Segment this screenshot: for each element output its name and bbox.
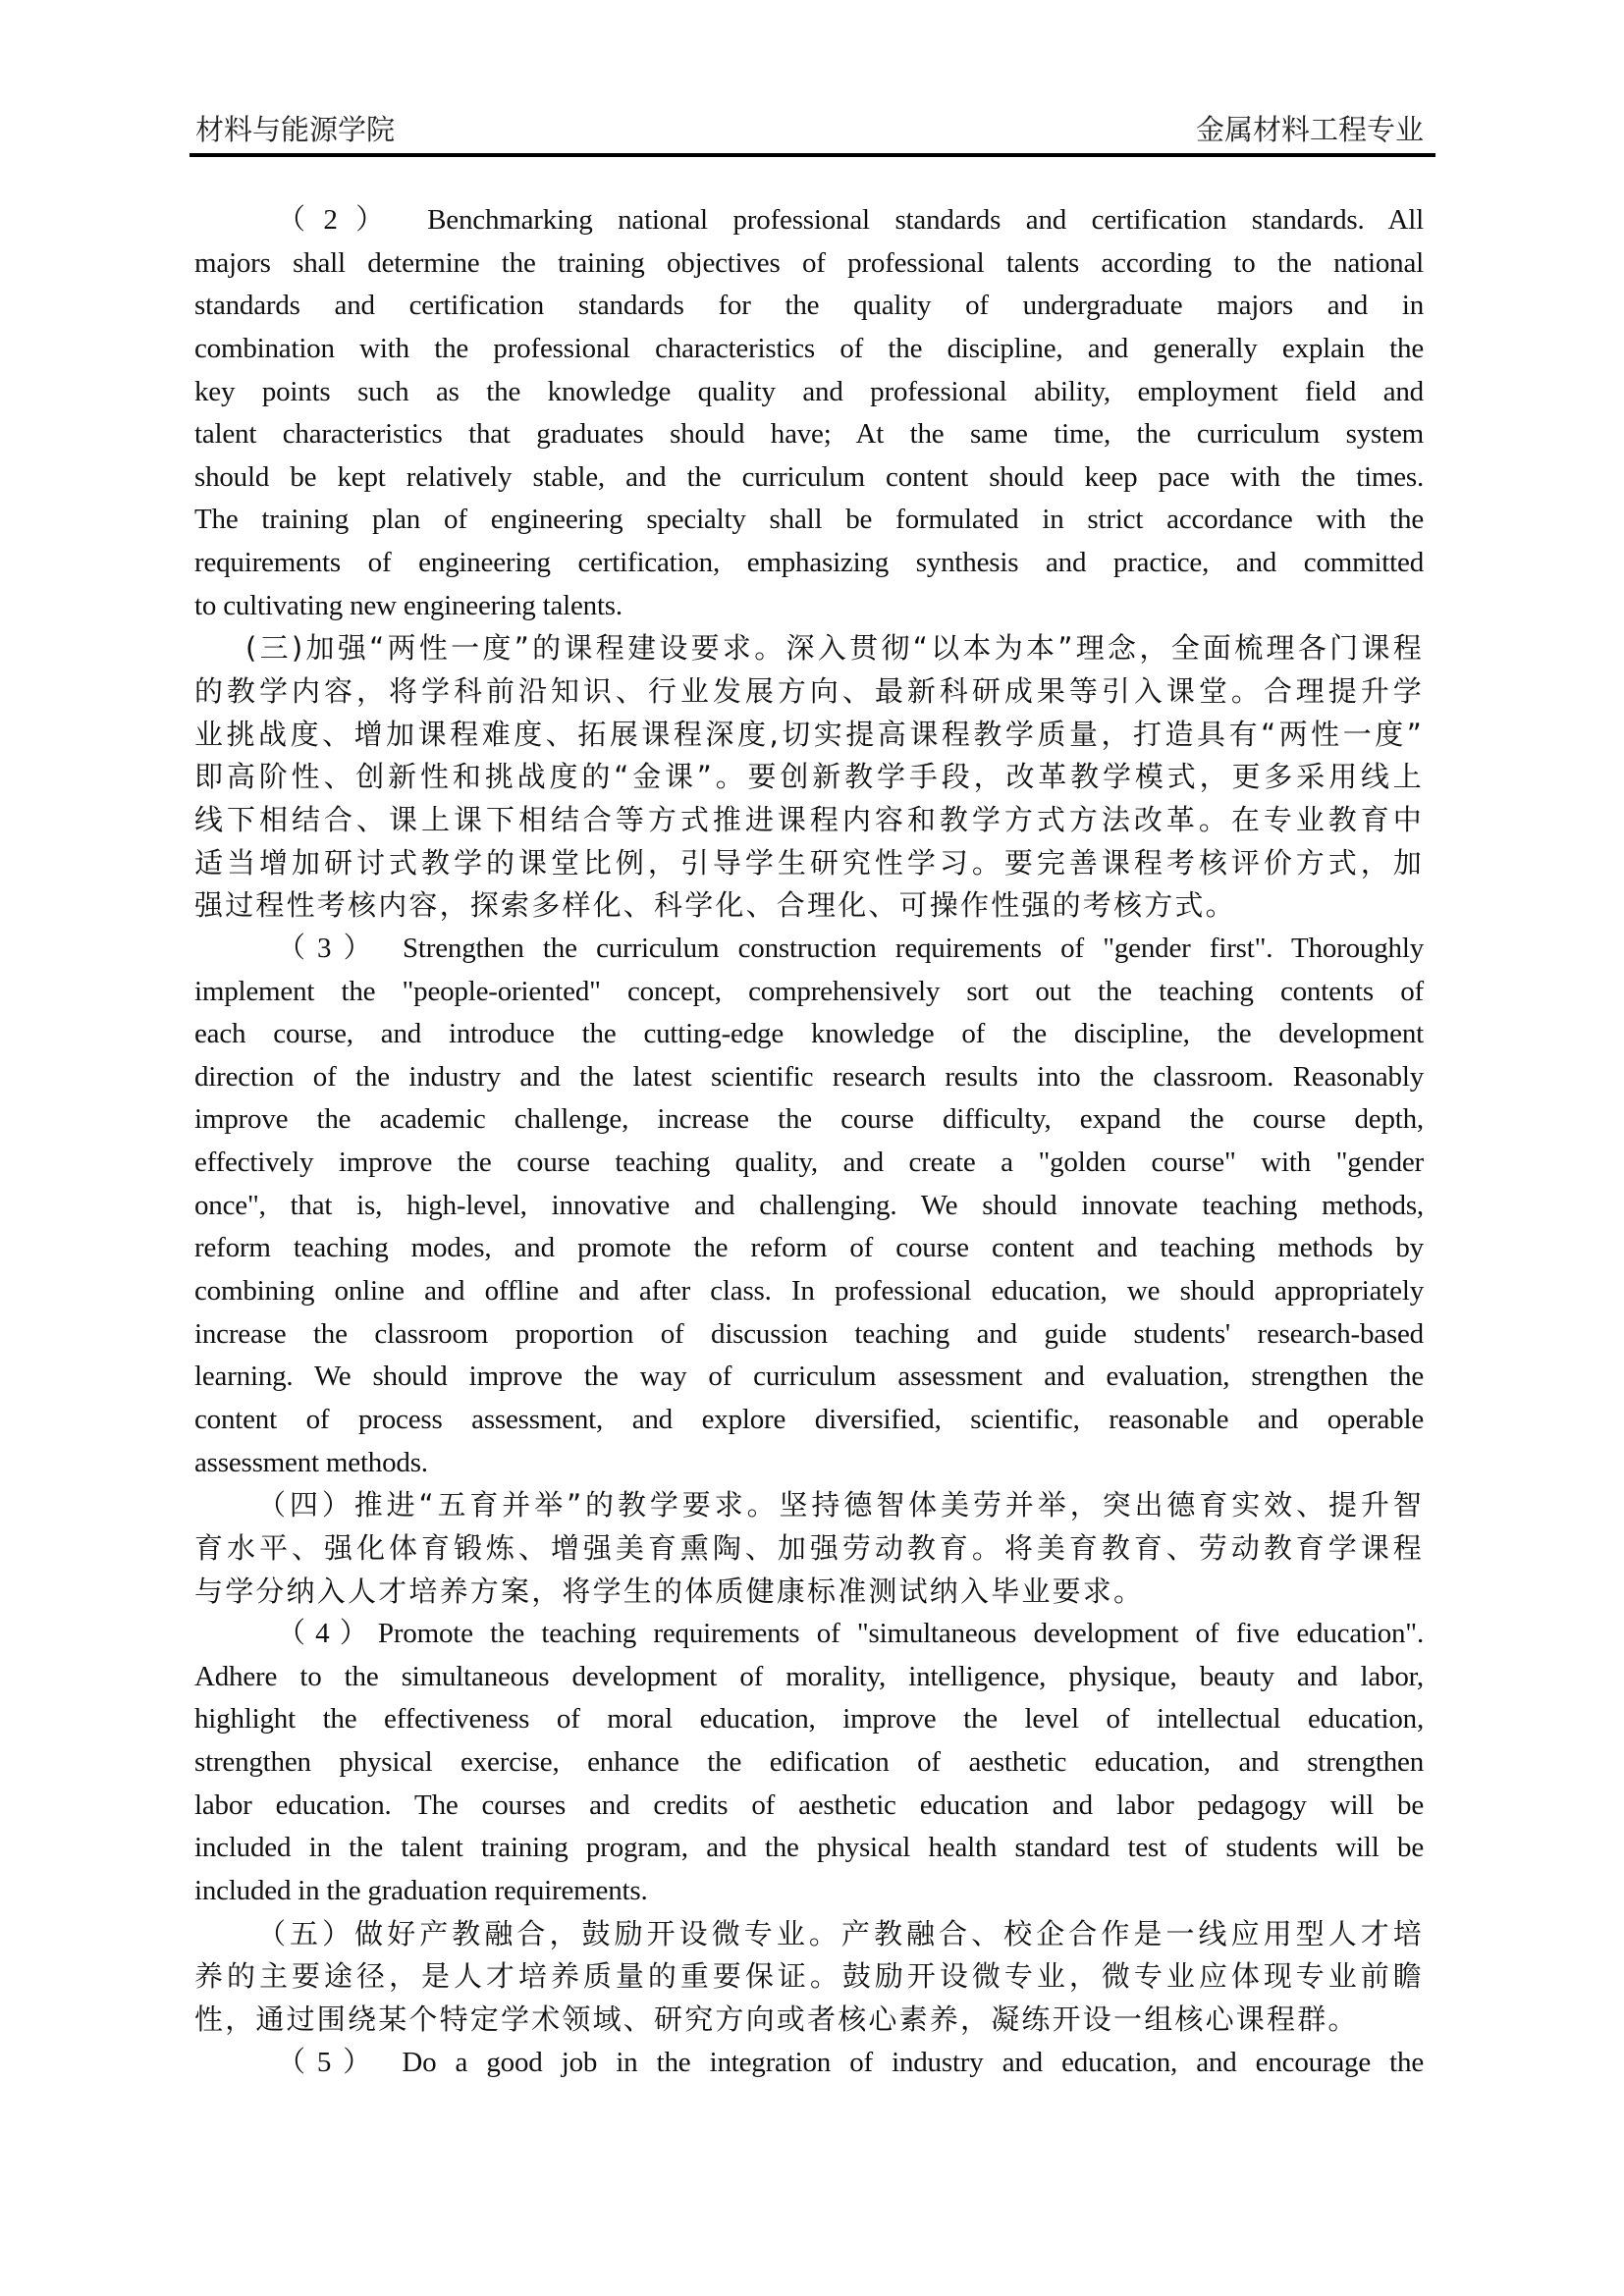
text-line: 强过程性考核内容，探索多样化、科学化、合理化、可操作性强的考核方式。 bbox=[194, 888, 1236, 923]
text-line: Adhere to the simultaneous development of morality, intelligence, physique, beauty and labor, bbox=[194, 1660, 1424, 1692]
text-line: highlight the effectiveness of moral education, improve the level of intellectual education, bbox=[194, 1703, 1424, 1735]
text-line: effectively improve the course teaching quality, and create a "golden course" with "gender bbox=[194, 1147, 1424, 1179]
text-line: majors shall determine the training objectives of professional talents according to the national bbox=[194, 246, 1424, 279]
paragraph-para-2-en bbox=[194, 199, 1424, 627]
paragraph-para-4-en bbox=[194, 1613, 1424, 1912]
text-line: （4）Promote the teaching requirements of "simultaneous development of five education". bbox=[277, 1618, 1424, 1650]
text-line: reform teaching modes, and promote the reform of course content and teaching methods by bbox=[194, 1232, 1424, 1264]
text-line: combining online and offline and after class. In professional education, we should appropriately bbox=[194, 1275, 1424, 1308]
text-line: key points such as the knowledge quality and professional ability, employment field and bbox=[194, 375, 1424, 407]
text-line: labor education. The courses and credits of aesthetic education and labor pedagogy will be bbox=[194, 1789, 1424, 1821]
text-line: The training plan of engineering specialty shall be formulated in strict accordance with the bbox=[194, 504, 1424, 536]
text-line: assessment methods. bbox=[194, 1446, 428, 1478]
text-line: 即高阶性、创新性和挑战度的“金课”。要创新教学手段，改革教学模式，更多采用线上 bbox=[194, 760, 1424, 794]
document-body bbox=[194, 199, 1424, 2084]
text-line: combination with the professional characteristics of the discipline, and generally explain the bbox=[194, 332, 1424, 364]
text-line: included in the graduation requirements. bbox=[194, 1874, 648, 1906]
text-line: direction of the industry and the latest scientific research results into the classroom. Reasonably bbox=[194, 1060, 1424, 1093]
text-line: each course, and introduce the cutting-edge knowledge of the discipline, the development bbox=[194, 1018, 1424, 1050]
text-line: improve the academic challenge, increase the course difficulty, expand the course depth, bbox=[194, 1103, 1424, 1136]
header-major-name: 金属材料工程专业 bbox=[1195, 113, 1424, 146]
text-line: （四）推进“五育并举”的教学要求。坚持德智体美劳并举，突出德育实效、提升智 bbox=[257, 1488, 1424, 1522]
paragraph-para-3-en bbox=[194, 928, 1424, 1484]
text-line: should be kept relatively stable, and the curriculum content should keep pace with the times. bbox=[194, 460, 1424, 493]
text-line: once", that is, high-level, innovative and challenging. We should innovate teaching methods, bbox=[194, 1189, 1424, 1221]
text-line: implement the "people-oriented" concept, comprehensively sort out the teaching contents of bbox=[194, 975, 1424, 1007]
text-line: to cultivating new engineering talents. bbox=[194, 589, 623, 621]
text-line: content of process assessment, and explore diversified, scientific, reasonable and operable bbox=[194, 1403, 1424, 1435]
text-line: 适当增加研讨式教学的课堂比例，引导学生研究性学习。要完善课程考核评价方式，加 bbox=[194, 845, 1424, 880]
text-line: 养的主要途径，是人才培养质量的重要保证。鼓励开设微专业，微专业应体现专业前瞻 bbox=[194, 1959, 1424, 1994]
text-line: included in the talent training program, and the physical health standard test of students will be bbox=[194, 1832, 1424, 1864]
text-line: （5） Do a good job in the integration of industry and education, and encourage the bbox=[277, 2046, 1424, 2078]
paragraph-para-4-zh bbox=[194, 1484, 1424, 1613]
header-college-name: 材料与能源学院 bbox=[195, 113, 396, 146]
text-line: requirements of engineering certification, emphasizing synthesis and practice, and committed bbox=[194, 547, 1424, 579]
text-line: strengthen physical exercise, enhance the edification of aesthetic education, and strengthen bbox=[194, 1746, 1424, 1779]
text-line: learning. We should improve the way of curriculum assessment and evaluation, strengthen the bbox=[194, 1361, 1424, 1393]
text-line: increase the classroom proportion of discussion teaching and guide students' research-based bbox=[194, 1317, 1424, 1350]
text-line: 的教学内容，将学科前沿知识、行业发展方向、最新科研成果等引入课堂。合理提升学 bbox=[194, 674, 1424, 709]
header-rule bbox=[189, 153, 1435, 157]
page-header bbox=[189, 110, 1435, 153]
text-line: （2） Benchmarking national professional standards and certification standards. All bbox=[277, 204, 1424, 236]
paragraph-para-5-zh bbox=[194, 1913, 1424, 2042]
text-line: 业挑战度、增加课程难度、拓展课程深度,切实提高课程教学质量，打造具有“两性一度” bbox=[194, 717, 1424, 751]
text-line: 育水平、强化体育锻炼、增强美育熏陶、加强劳动教育。将美育教育、劳动教育学课程 bbox=[194, 1530, 1424, 1565]
paragraph-para-5-en bbox=[194, 2042, 1424, 2085]
text-line: talent characteristics that graduates should have; At the same time, the curriculum system bbox=[194, 418, 1424, 451]
text-line: 线下相结合、课上课下相结合等方式推进课程内容和教学方式方法改革。在专业教育中 bbox=[194, 802, 1424, 836]
text-line: 性，通过围绕某个特定学术领域、研究方向或者核心素养，凝练开设一组核心课程群。 bbox=[194, 2002, 1359, 2036]
text-line: (三)加强“两性一度”的课程建设要求。深入贯彻“以本为本”理念，全面梳理各门课程 bbox=[245, 631, 1424, 666]
text-line: （3） Strengthen the curriculum construction requirements of "gender first". Thoroughly bbox=[277, 932, 1424, 964]
text-line: standards and certification standards for the quality of undergraduate majors and in bbox=[194, 290, 1424, 322]
paragraph-para-3-zh bbox=[194, 627, 1424, 927]
text-line: 与学分纳入人才培养方案，将学生的体质健康标准测试纳入毕业要求。 bbox=[194, 1574, 1145, 1608]
text-line: （五）做好产教融合，鼓励开设微专业。产教融合、校企合作是一线应用型人才培 bbox=[257, 1916, 1424, 1950]
